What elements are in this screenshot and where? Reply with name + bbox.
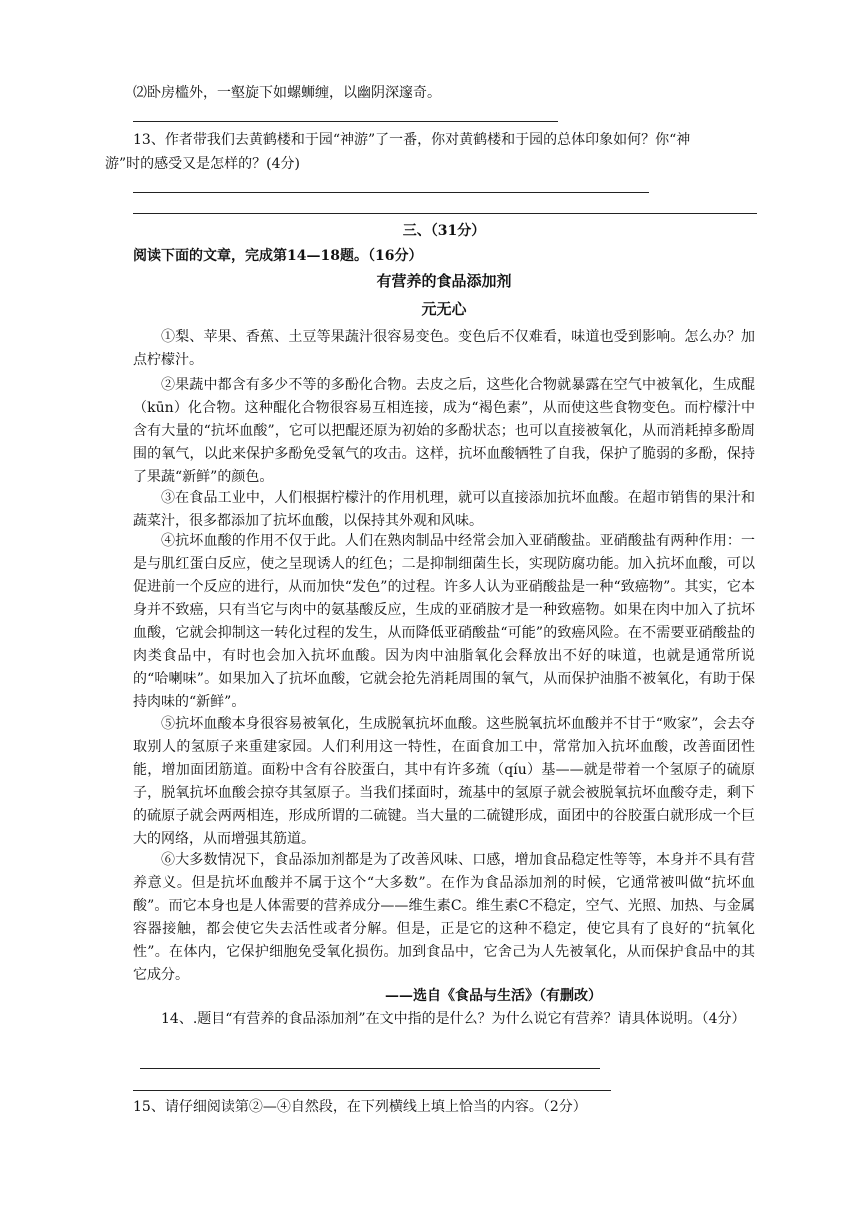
section-instruction: 阅读下面的文章，完成第14—18题。（16分）	[133, 248, 423, 264]
article-author: 元无心	[421, 300, 467, 318]
answer-line-q14-1	[140, 1068, 600, 1069]
article-paragraph-1: ①梨、苹果、香蕉、土豆等果蔬汁很容易变色。变色后不仅难看，味道也受到影响。怎么办？加点柠檬汁。	[133, 329, 755, 368]
q13-line-1: 13、作者带我们去黄鹤楼和于园“神游”了一番，你对黄鹤楼和于园的总体印象如何？你“神	[133, 132, 691, 148]
article-paragraph-2: ②果蔬中都含有多少不等的多酚化合物。去皮之后，这些化合物就暴露在空气中被氧化，生成醌（kūn）化合物。这种醌化合物很容易互相连接，成为“褐色素”，从而使这些食物变色。而柠檬汁中含有大量的“抗坏血酸”，它可以把醌还原为初始的多酚状态；也可以直接被氧化，从而消耗掉多酚周围的氧气，以此来保护多酚免受氧气的攻击。这样，抗坏血酸牺牲了自我，保护了脆弱的多酚，保持了果蔬“新鲜”的颜色。	[133, 377, 755, 485]
article-source: ——选自《食品与生活》（有删改）	[385, 988, 602, 1004]
answer-line-q12	[133, 121, 558, 122]
q13-line-2: 游”时的感受又是怎样的？(4分)	[105, 156, 300, 172]
q14-text: 14、.题目“有营养的食品添加剂”在文中指的是什么？为什么说它有营养？请具体说明。（4分）	[161, 1011, 746, 1027]
article-paragraph-6: ⑥大多数情况下，食品添加剂都是为了改善风味、口感，增加食品稳定性等等，本身并不具有营养意义。但是抗坏血酸并不属于这个“大多数”。在作为食品添加剂的时候，它通常被叫做“抗坏血酸”。而它本身也是人体需要的营养成分——维生素C。维生素C不稳定，空气、光照、加热、与金属容器接触，都会使它失去活性或者分解。但是，正是它的这种不稳定，使它具有了良好的“抗氧化性”。在体内，它保护细胞免受氧化损伤。加到食品中，它舍己为人先被氧化，从而保护食品中的其它成分。	[133, 852, 755, 983]
answer-line-q14-2	[133, 1090, 611, 1091]
answer-line-q13-1	[133, 192, 649, 193]
section-heading: 三、（31分）	[402, 223, 486, 239]
article-paragraph-3: ③在食品工业中，人们根据柠檬汁的作用机理，就可以直接添加抗坏血酸。在超市销售的果汁和蔬菜汁，很多都添加了抗坏血酸，以保持其外观和风味。	[133, 490, 755, 529]
answer-line-q13-2	[133, 213, 757, 214]
q12-item-2: ⑵卧房槛外，一壑旋下如螺蛳缠，以幽阴深邃奇。	[133, 85, 441, 101]
article-paragraph-5: ⑤抗坏血酸本身很容易被氧化，生成脱氧抗坏血酸。这些脱氧抗坏血酸并不甘于“败家”，会去夺取别人的氢原子来重建家园。人们利用这一特性，在面食加工中，常常加入抗坏血酸，改善面团性能，增加面团筋道。面粉中含有谷胶蛋白，其中有许多巯（qíu）基——就是带着一个氢原子的硫原子，脱氧抗坏血酸会掠夺其氢原子。当我们揉面时，巯基中的氢原子就会被脱氧抗坏血酸夺走，剩下的硫原子就会两两相连，形成所谓的二硫键。当大量的二硫键形成，面团中的谷胶蛋白就形成一个巨大的网络，从而增强其筋道。	[133, 716, 755, 847]
article-title: 有营养的食品添加剂	[376, 272, 512, 290]
article-paragraph-4: ④抗坏血酸的作用不仅于此。人们在熟肉制品中经常会加入亚硝酸盐。亚硝酸盐有两种作用：一是与肌红蛋白反应，使之呈现诱人的红色；二是抑制细菌生长，实现防腐功能。加入抗坏血酸，可以促进前一个反应的进行，从而加快“发色”的过程。许多人认为亚硝酸盐是一种“致癌物”。其实，它本身并不致癌，只有当它与肉中的氨基酸反应，生成的亚硝胺才是一种致癌物。如果在肉中加入了抗坏血酸，它就会抑制这一转化过程的发生，从而降低亚硝酸盐“可能”的致癌风险。在不需要亚硝酸盐的肉类食品中，有时也会加入抗坏血酸。因为肉中油脂氧化会释放出不好的味道，也就是通常所说的“哈喇味”。如果加入了抗坏血酸，它就会抢先消耗周围的氧气，从而保护油脂不被氧化，有助于保持肉味的“新鲜”。	[133, 533, 755, 710]
q15-text: 15、请仔细阅读第②—④自然段，在下列横线上填上恰当的内容。（2分）	[133, 1099, 587, 1115]
